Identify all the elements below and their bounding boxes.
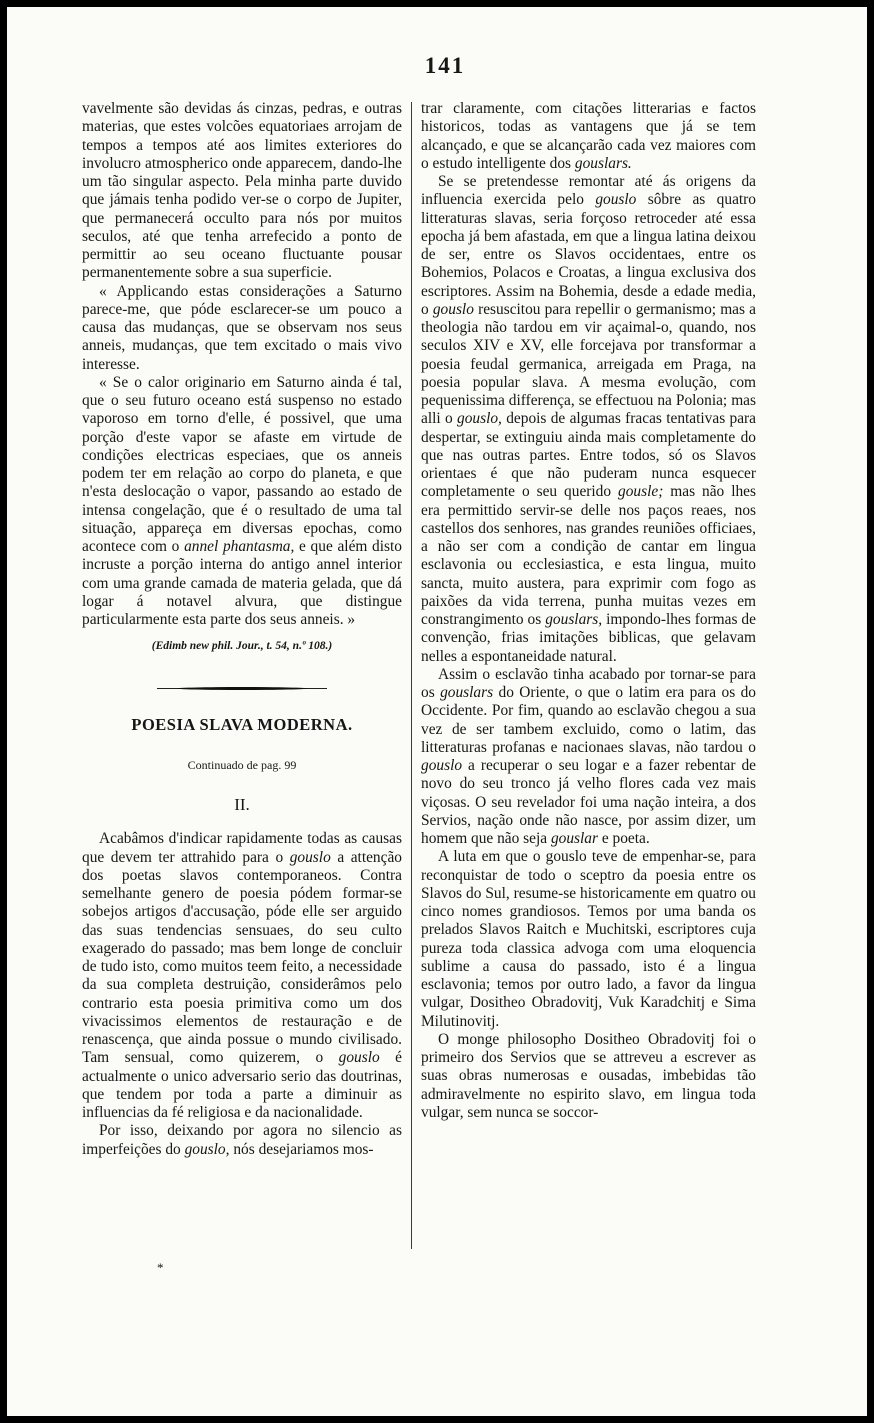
paragraph-imperfections: Por isso, deixando por agora no silencio as imperfeições do gouslo, nós desejariamos mos- — [82, 1122, 402, 1158]
paragraph-saturn-rings: « Se o calor originario em Saturno ainda é tal, que o seu futuro oceano está suspenso no estado vaporoso em torno d'elle, é possivel, que uma porção d'este vapor se afaste em virtude de condições electricas especiaes, que os anneis podem ter em relação ao corpo do planeta, e que n'esta deslocação o vapor, passando ao estado de intensa congelação, que é o resultado de uma tal situação, appareça em diversas epochas, como acontece com o annel phantasma, e que além disto incruste a porção interna do antigo annel interior com uma grande camada de materia gelada, que dá logar á notavel alvura, que distingue particularmente esta parte dos seus anneis. » — [82, 373, 402, 628]
newspaper-page — [7, 7, 867, 1416]
continued-note: Continuado de pag. 99 — [187, 757, 297, 772]
emphasis-annel: annel phantasma, — [184, 538, 295, 555]
paragraph-saturn-intro: « Applicando estas considerações a Saturno parece-me, que póde esclarecer-se um pouco a causa das mudanças, que se observam nos seus anneis, mudanças, que tem excitado o mais vivo interesse. — [82, 282, 402, 373]
left-column — [82, 100, 402, 1159]
paragraph-continuation: trar claramente, com citações litterarias e factos historicos, todas as vantagens que já se tem alcançado, e que se alcançarão cada vez maiores com o estudo intelligente dos gouslars. — [421, 100, 756, 172]
paragraph-gouslo-causes: Acabâmos d'indicar rapidamente todas as causas que devem ter attrahido para o gouslo a attenção dos poetas slavos contemporaneos. Contra semelhante genero de poesia pódem formar-se sobejos artigos d'accusação, póde elle ser arguido das suas tendencias sensuaes, do seu culto exagerado do passado; mas bem longe de concluir de tudo isto, como muitos teem feito, a necessidade da sua completa destruição, considerâmos pelo contrario esta poesia primitiva como um dos vivacissimos elementos de restauração e de renascença, que ainda possue o mundo civilisado. Tam sensual, como quizerem, o gouslo é actualmente o unico adversario serio das doutrinas, que tendem por toda a parte a diminuir as influencias da fé religiosa e da nacionalidade. — [82, 830, 402, 1121]
article-title: POESIA SLAVA MODERNA. — [131, 714, 353, 734]
footer-asterisk: * — [157, 1260, 164, 1275]
source-citation: (Edimb new phil. Jour., t. 54, n.º 108.) — [151, 640, 333, 653]
paragraph-dositheo: O monge philosopho Dositheo Obradovitj foi o primeiro dos Servios que se attreveu a escrever as suas obras numerosas e ousadas, imbebidas tão admiravelmente no espirito slavo, em lingua toda vulgar, sem nunca se soccor- — [421, 1030, 756, 1121]
paragraph-jupiter: vavelmente são devidas ás cinzas, pedras, e outras materias, que estes volcões equatoriaes arrojam de tempos a tempos até aos limites exteriores do involucro atmospherico onde apparecem, dando-lhe um tão singular aspecto. Pela minha parte duvido que jámais tenha podido ver-se o corpo de Jupiter, que permanecerá occulto para nós por muitos seculos, até que tenha arrefecido a ponto de permittir ao seu oceano fluctuante pousar permanentemente sobre a sua superficie. — [82, 100, 402, 282]
paragraph-origins: Se se pretendesse remontar até ás origens da influencia exercida pelo gouslo sôbre as quatro litteraturas slavas, seria forçoso retroceder até essa epocha já bem afastada, em que a lingua latina deixou de ser, entre os Slavos occidentaes, entre os Bohemios, Polacos e Croatas, a lingua exclusiva dos escriptores. Assim na Bohemia, desde a edade media, o gouslo resuscitou para repellir o germanismo; mas a theologia não tardou em vir açaimal-o, quando, nos seculos XIV e XV, elle forcejava por transformar a poesia feudal germanica, arreigada em Praga, na poesia popular slava. A mesma evolução, com pequenissima differença, se effectuou na Polonia; mas alli o gouslo, depois de algumas fracas tentativas para despertar, se extinguiu ainda mais completamente do que nas outras partes. Entre todos, só os Slavos orientaes é que não puderam nunca esquecer completamente o seu querido gousle; mas não lhes era permittido servir-se delle nos paços reaes, nos castellos dos senhores, nas grandes reuniões officiaes, a não ser com a condição de cantar em lingua esclavonia ou ecclesiastica, e esta lingua, muito sancta, muito austera, para exprimir com fogo as paixões da vida terrena, punha muitas vezes em constrangimento os gouslars, impondo-lhes formas de convenção, frias imitações biblicas, que gelavam nelles a espontaneidade natural. — [421, 173, 756, 665]
right-column — [421, 100, 756, 1122]
paragraph-esclavao: Assim o esclavão tinha acabado por tornar-se para os gouslars do Oriente, o que o latim era para os do Occidente. Por fim, quando ao esclavão chegou a sua vez de ser tambem excluido, como o latim, das litteraturas profanas e nacionaes slavas, não tardou o gouslo a recuperar o seu logar e a fazer rebentar de novo do seu tronco já velho flores cada vez mais viçosas. O seu revelador foi uma nação inteira, a dos Servios, nação onde não nasce, por assim dizer, um homem que não seja gouslar e poeta. — [421, 665, 756, 847]
column-rule — [411, 102, 412, 1249]
divider-swell — [177, 687, 307, 690]
paragraph-struggle: A luta em que o gouslo teve de empenhar-se, para reconquistar de todo o sceptro da poesia entre os Slavos do Sul, resume-se historicamente em quatro ou cinco nomes grandiosos. Temos por uma banda os prelados Slavos Raitch e Muchitski, escriptores cuja pureza toda classica advoga com uma eloquencia sublime a causa do passado, isto é a lingua esclavonia; temos por outro lado, a favor da lingua vulgar, Dositheo Obradovitj, Vuk Karadchitj e Sima Milutinovitj. — [421, 848, 756, 1030]
page-number: 141 — [424, 53, 466, 78]
section-divider — [82, 682, 402, 696]
chapter-number: II. — [234, 795, 250, 814]
